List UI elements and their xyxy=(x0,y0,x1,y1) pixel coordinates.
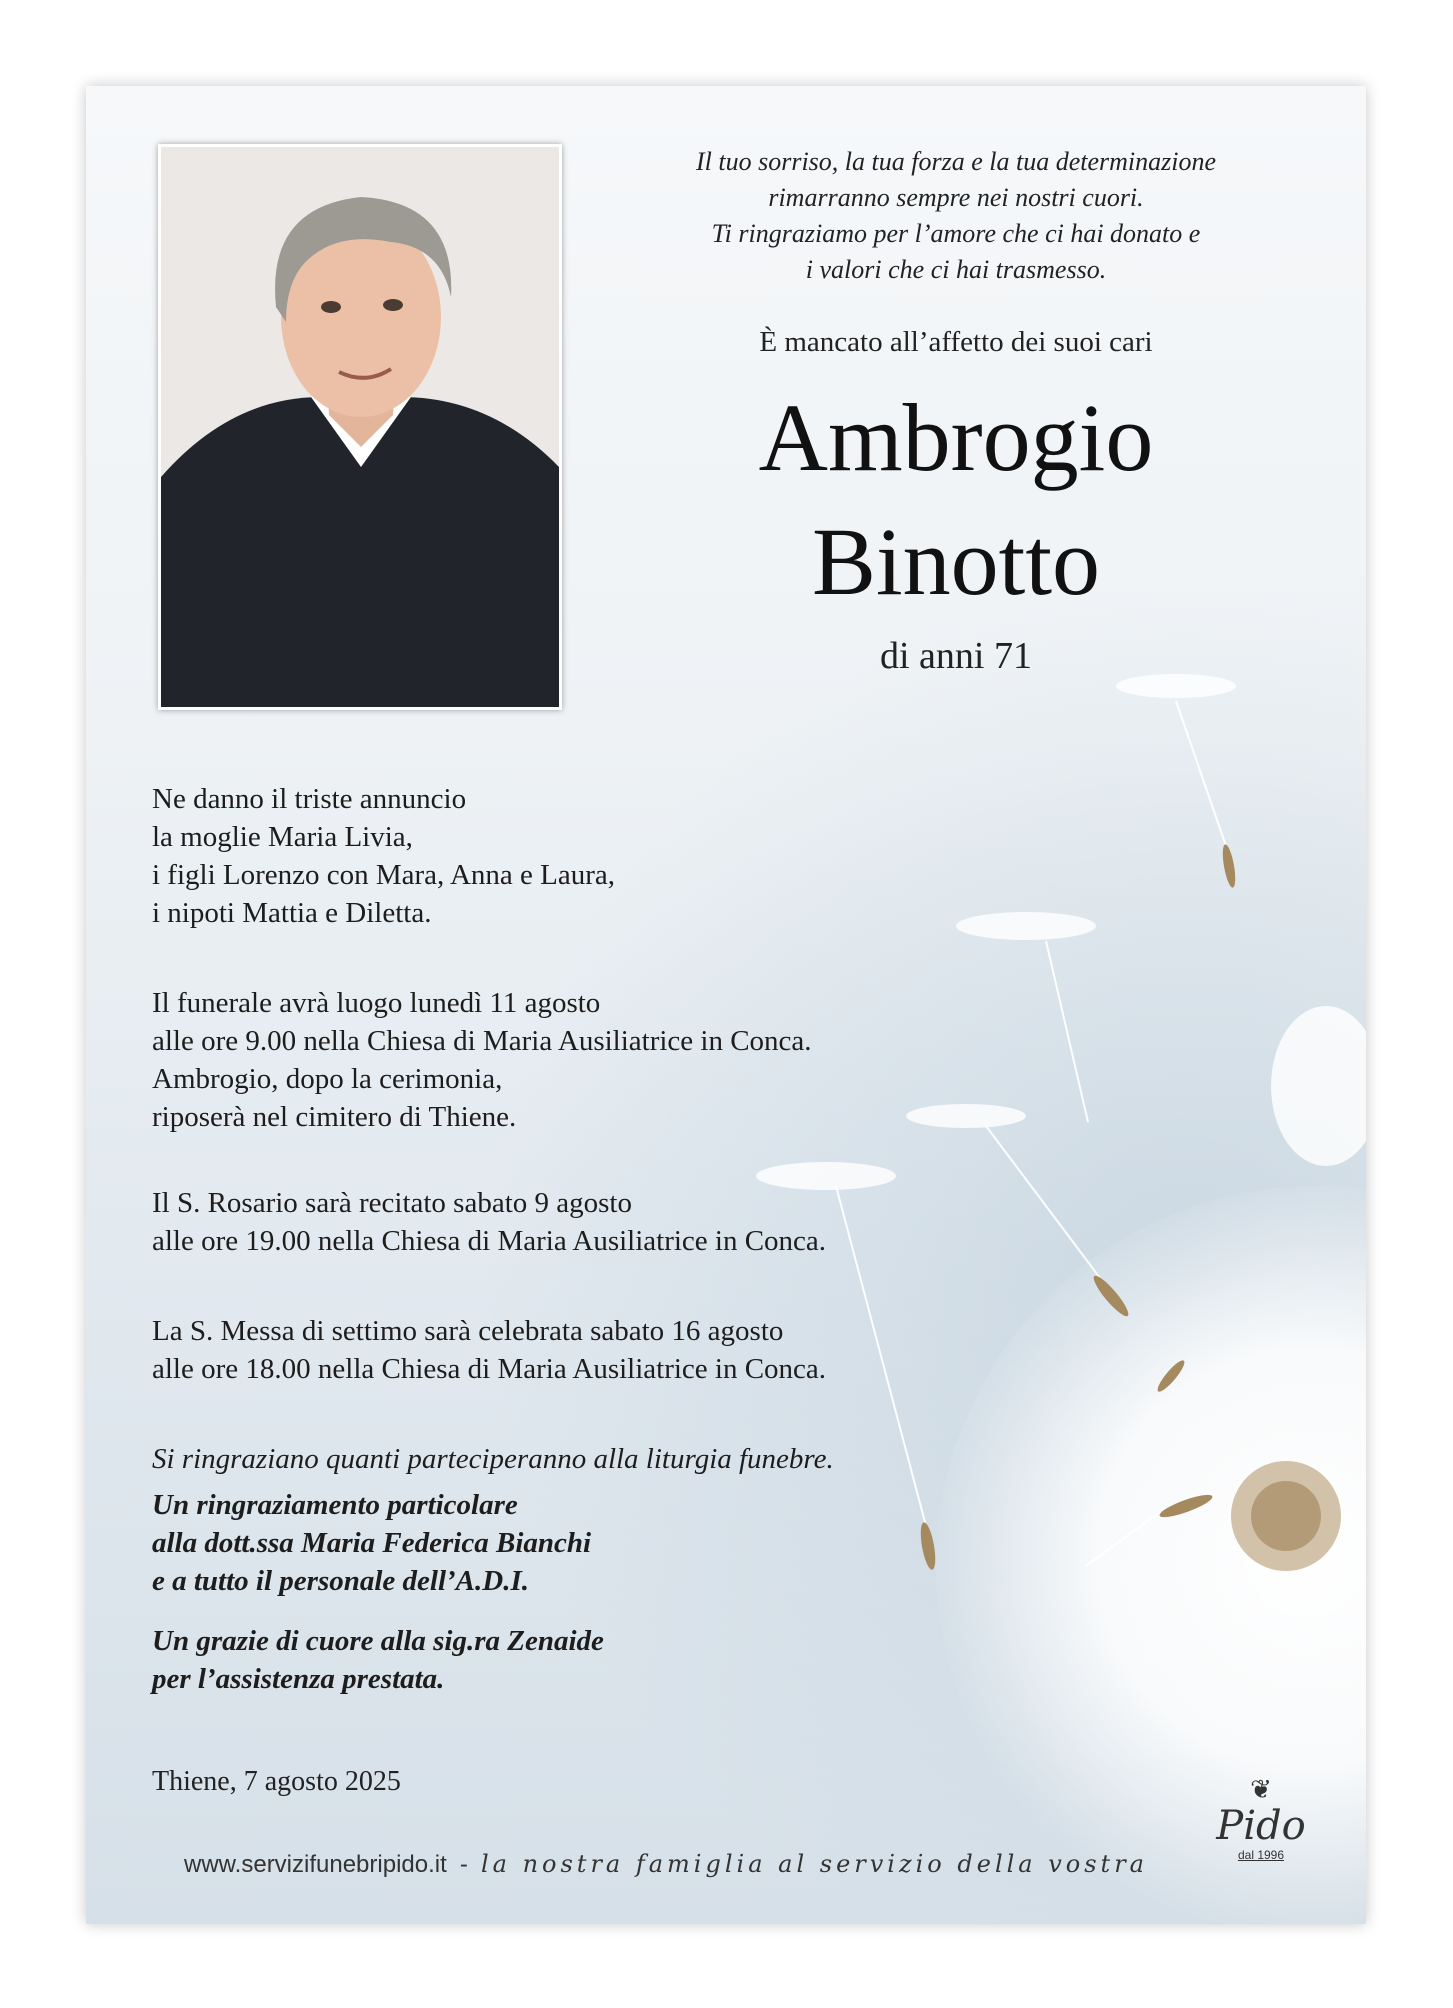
quote-line: Il tuo sorriso, la tua forza e la tua determinazione xyxy=(696,147,1216,176)
rosary-block xyxy=(152,1184,826,1260)
memorial-quote xyxy=(606,144,1306,288)
website-link[interactable]: www.servizifunebripido.it xyxy=(184,1851,447,1878)
laurel-icon: ❦ xyxy=(1250,1775,1272,1805)
thanks-particular xyxy=(152,1486,591,1600)
thanks-particular-line: e a tutto il personale dell’A.D.I. xyxy=(152,1565,529,1597)
footer xyxy=(184,1850,1148,1879)
footer-separator: - xyxy=(459,1851,468,1878)
announcement-block xyxy=(152,780,615,932)
thanks-general xyxy=(152,1440,834,1478)
last-name: Binotto xyxy=(811,508,1101,615)
funeral-block xyxy=(152,984,812,1136)
thanks-assist-line: per l’assistenza prestata. xyxy=(152,1663,445,1695)
logo-since: dal 1996 xyxy=(1237,1848,1285,1862)
age-text: di anni 71 xyxy=(880,635,1032,677)
funeral-line: alle ore 9.00 nella Chiesa di Maria Ausiliatrice in Conca. xyxy=(152,1025,812,1057)
announcement-line: la moglie Maria Livia, xyxy=(152,821,413,853)
thanks-particular-line: Un ringraziamento particolare xyxy=(152,1489,518,1521)
announcement-line: Ne danno il triste annuncio xyxy=(152,783,467,815)
portrait-image xyxy=(161,147,559,707)
intro-text: È mancato all’affetto dei suoi cari xyxy=(759,326,1153,358)
thanks-assist xyxy=(152,1622,604,1698)
rosary-line: alle ore 19.00 nella Chiesa di Maria Ausiliatrice in Conca. xyxy=(152,1225,827,1257)
first-name: Ambrogio xyxy=(758,384,1154,491)
quote-line: rimarranno sempre nei nostri cuori. xyxy=(768,183,1144,212)
funeral-line: riposerà nel cimitero di Thiene. xyxy=(152,1101,517,1133)
announcement-line: i nipoti Mattia e Diletta. xyxy=(152,897,432,929)
announcement-line: i figli Lorenzo con Mara, Anna e Laura, xyxy=(152,859,616,891)
mass-line: alle ore 18.00 nella Chiesa di Maria Ausiliatrice in Conca. xyxy=(152,1353,827,1385)
rosary-line: Il S. Rosario sarà recitato sabato 9 agosto xyxy=(152,1187,632,1219)
place-date: Thiene, 7 agosto 2025 xyxy=(152,1766,401,1797)
quote-line: i valori che ci hai trasmesso. xyxy=(805,255,1107,284)
thanks-general-line: Si ringraziano quanti parteciperanno alla liturgia funebre. xyxy=(152,1443,834,1475)
obituary-sheet xyxy=(86,86,1366,1924)
portrait-photo xyxy=(158,144,562,710)
mass-line: La S. Messa di settimo sarà celebrata sabato 16 agosto xyxy=(152,1315,784,1347)
funeral-line: Ambrogio, dopo la cerimonia, xyxy=(152,1063,503,1095)
footer-motto: la nostra famiglia al servizio della vostra xyxy=(480,1850,1148,1878)
pido-logo xyxy=(1206,1776,1316,1876)
deceased-name xyxy=(606,376,1306,624)
thanks-assist-line: Un grazie di cuore alla sig.ra Zenaide xyxy=(152,1625,604,1657)
logo-brand: Pido xyxy=(1216,1803,1306,1849)
funeral-line: Il funerale avrà luogo lunedì 11 agosto xyxy=(152,987,601,1019)
quote-line: Ti ringraziamo per l’amore che ci hai donato e xyxy=(711,219,1201,248)
mass-block xyxy=(152,1312,826,1388)
thanks-particular-line: alla dott.ssa Maria Federica Bianchi xyxy=(152,1527,592,1559)
